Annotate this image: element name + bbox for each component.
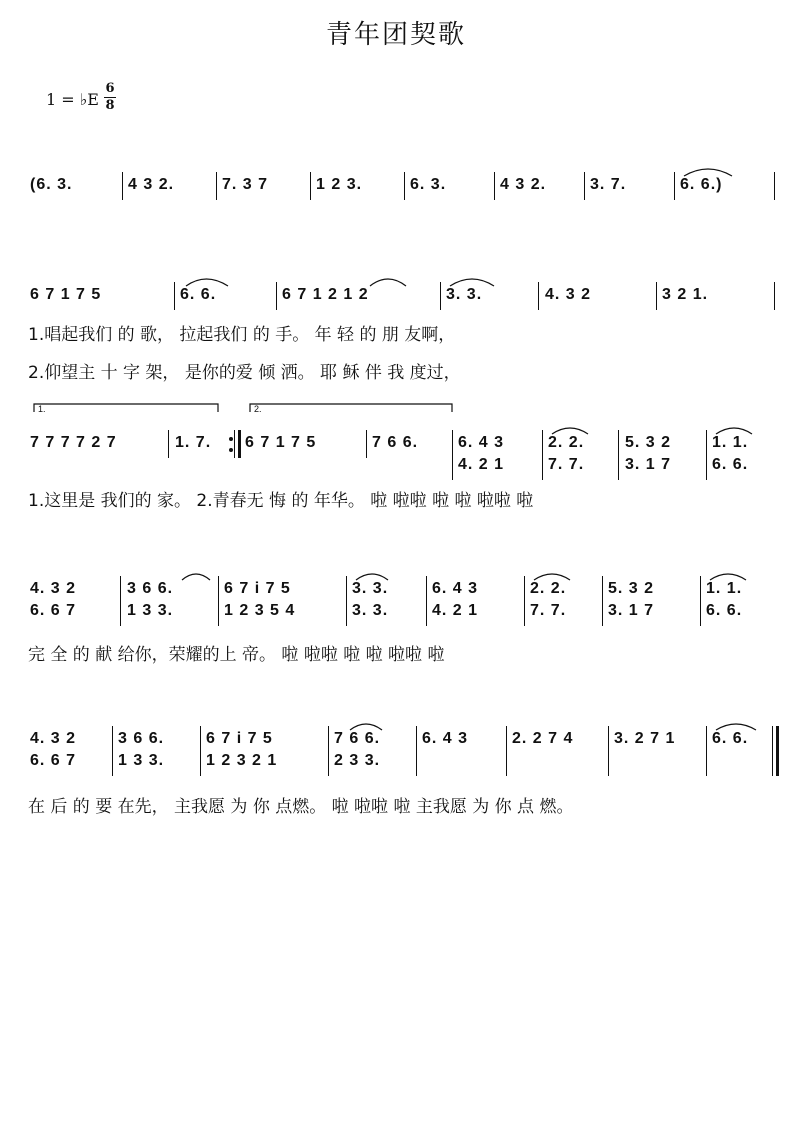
measure: 2. 2.: [548, 434, 585, 451]
measure: 7 6 6.: [334, 730, 381, 747]
slur: [710, 574, 746, 580]
key-signature: 1 = ♭E: [46, 90, 99, 109]
measure: 2. 2.: [530, 580, 567, 597]
slur: [450, 279, 494, 286]
measure: 6 7 1 7 5: [30, 286, 102, 303]
measure-lower: 2 3 3.: [334, 752, 381, 769]
measure: 6 7 1 7 5: [245, 434, 317, 451]
measure-lower: 4. 2 1: [432, 602, 479, 619]
measure: 2. 2 7 4: [512, 730, 574, 747]
slur: [186, 279, 228, 286]
measure: 3 6 6.: [118, 730, 165, 747]
measure: 3. 2 7 1: [614, 730, 676, 747]
song-title: 青年团契歌: [325, 20, 466, 50]
lyric-line: 1.这里是 我们的 家。 2.青春无 悔 的 年华。 啦 啦啦 啦 啦 啦啦 啦: [28, 491, 534, 511]
measure: 4. 3 2: [30, 730, 77, 747]
slur: [356, 574, 388, 580]
measure: 6 7 i 7 5: [206, 730, 273, 747]
measure-lower: 7. 7.: [548, 456, 585, 473]
slur: [716, 724, 756, 730]
measure-lower: 4. 2 1: [458, 456, 505, 473]
measure-lower: 6. 6.: [712, 456, 749, 473]
measure-lower: 1 3 3.: [118, 752, 165, 769]
volta-1-bracket: [34, 404, 218, 412]
measure-lower: 3. 1 7: [608, 602, 655, 619]
measure: 3. 7.: [590, 176, 627, 193]
measure-lower: 3. 3.: [352, 602, 389, 619]
measure: 6. 3.: [410, 176, 447, 193]
measure: (6. 3.: [30, 176, 73, 193]
measure: 6. 4 3: [422, 730, 469, 747]
measure: 3 2 1.: [662, 286, 709, 303]
measure: 5. 3 2: [608, 580, 655, 597]
measure: 6. 6.: [180, 286, 217, 303]
measure: 1. 7.: [175, 434, 212, 451]
slur: [182, 574, 210, 580]
lyric-line: 完 全 的 献 给你，荣耀的上 帝。 啦 啦啦 啦 啦 啦啦 啦: [28, 645, 445, 665]
measure: 3. 3.: [446, 286, 483, 303]
slur: [370, 279, 406, 286]
lyric-line: 2.仰望主 十 字 架， 是你的爱 倾 洒。 耶 稣 伴 我 度过，: [28, 363, 461, 383]
measure: 6. 6.: [712, 730, 749, 747]
measure: 3. 3.: [352, 580, 389, 597]
volta-2-label: 2.: [254, 404, 262, 414]
measure: 6. 4 3: [432, 580, 479, 597]
measure-lower: 1 2 3 5 4: [224, 602, 296, 619]
slur: [716, 428, 752, 434]
measure: 7 6 6.: [372, 434, 419, 451]
lyric-line: 在 后 的 要 在先， 主我愿 为 你 点燃。 啦 啦啦 啦 主我愿 为 你 点 燃。: [28, 797, 574, 817]
measure: 4. 3 2: [30, 580, 77, 597]
measure: 1 2 3.: [316, 176, 363, 193]
measure-lower: 7. 7.: [530, 602, 567, 619]
volta-1-label: 1.: [38, 404, 46, 414]
measure: 1. 1.: [712, 434, 749, 451]
measure-lower: 3. 1 7: [625, 456, 672, 473]
lyric-line: 1.唱起我们 的 歌， 拉起我们 的 手。 年 轻 的 朋 友啊，: [28, 325, 456, 345]
measure: 6 7 1 2 1 2: [282, 286, 369, 303]
measure-lower: 6. 6.: [706, 602, 743, 619]
measure: 4. 3 2: [545, 286, 592, 303]
measure-lower: 1 3 3.: [127, 602, 174, 619]
measure-lower: 1 2 3 2 1: [206, 752, 278, 769]
time-sig-bottom: 8: [105, 98, 115, 113]
measure: 3 6 6.: [127, 580, 174, 597]
measure: 6. 6.): [680, 176, 723, 193]
measure: 7. 3 7: [222, 176, 269, 193]
measure: 1. 1.: [706, 580, 743, 597]
measure-lower: 6. 6 7: [30, 752, 77, 769]
measure: 6 7 i 7 5: [224, 580, 291, 597]
measure: 4 3 2.: [500, 176, 547, 193]
slur: [552, 428, 588, 434]
slur: [350, 724, 382, 730]
slur: [684, 169, 732, 176]
measure: 6. 4 3: [458, 434, 505, 451]
slur: [534, 574, 570, 580]
measure: 7 7 7 7 2 7: [30, 434, 117, 451]
time-sig-top: 6: [105, 81, 115, 96]
measure-lower: 6. 6 7: [30, 602, 77, 619]
volta-2-bracket: [250, 404, 452, 412]
measure: 4 3 2.: [128, 176, 175, 193]
measure: 5. 3 2: [625, 434, 672, 451]
